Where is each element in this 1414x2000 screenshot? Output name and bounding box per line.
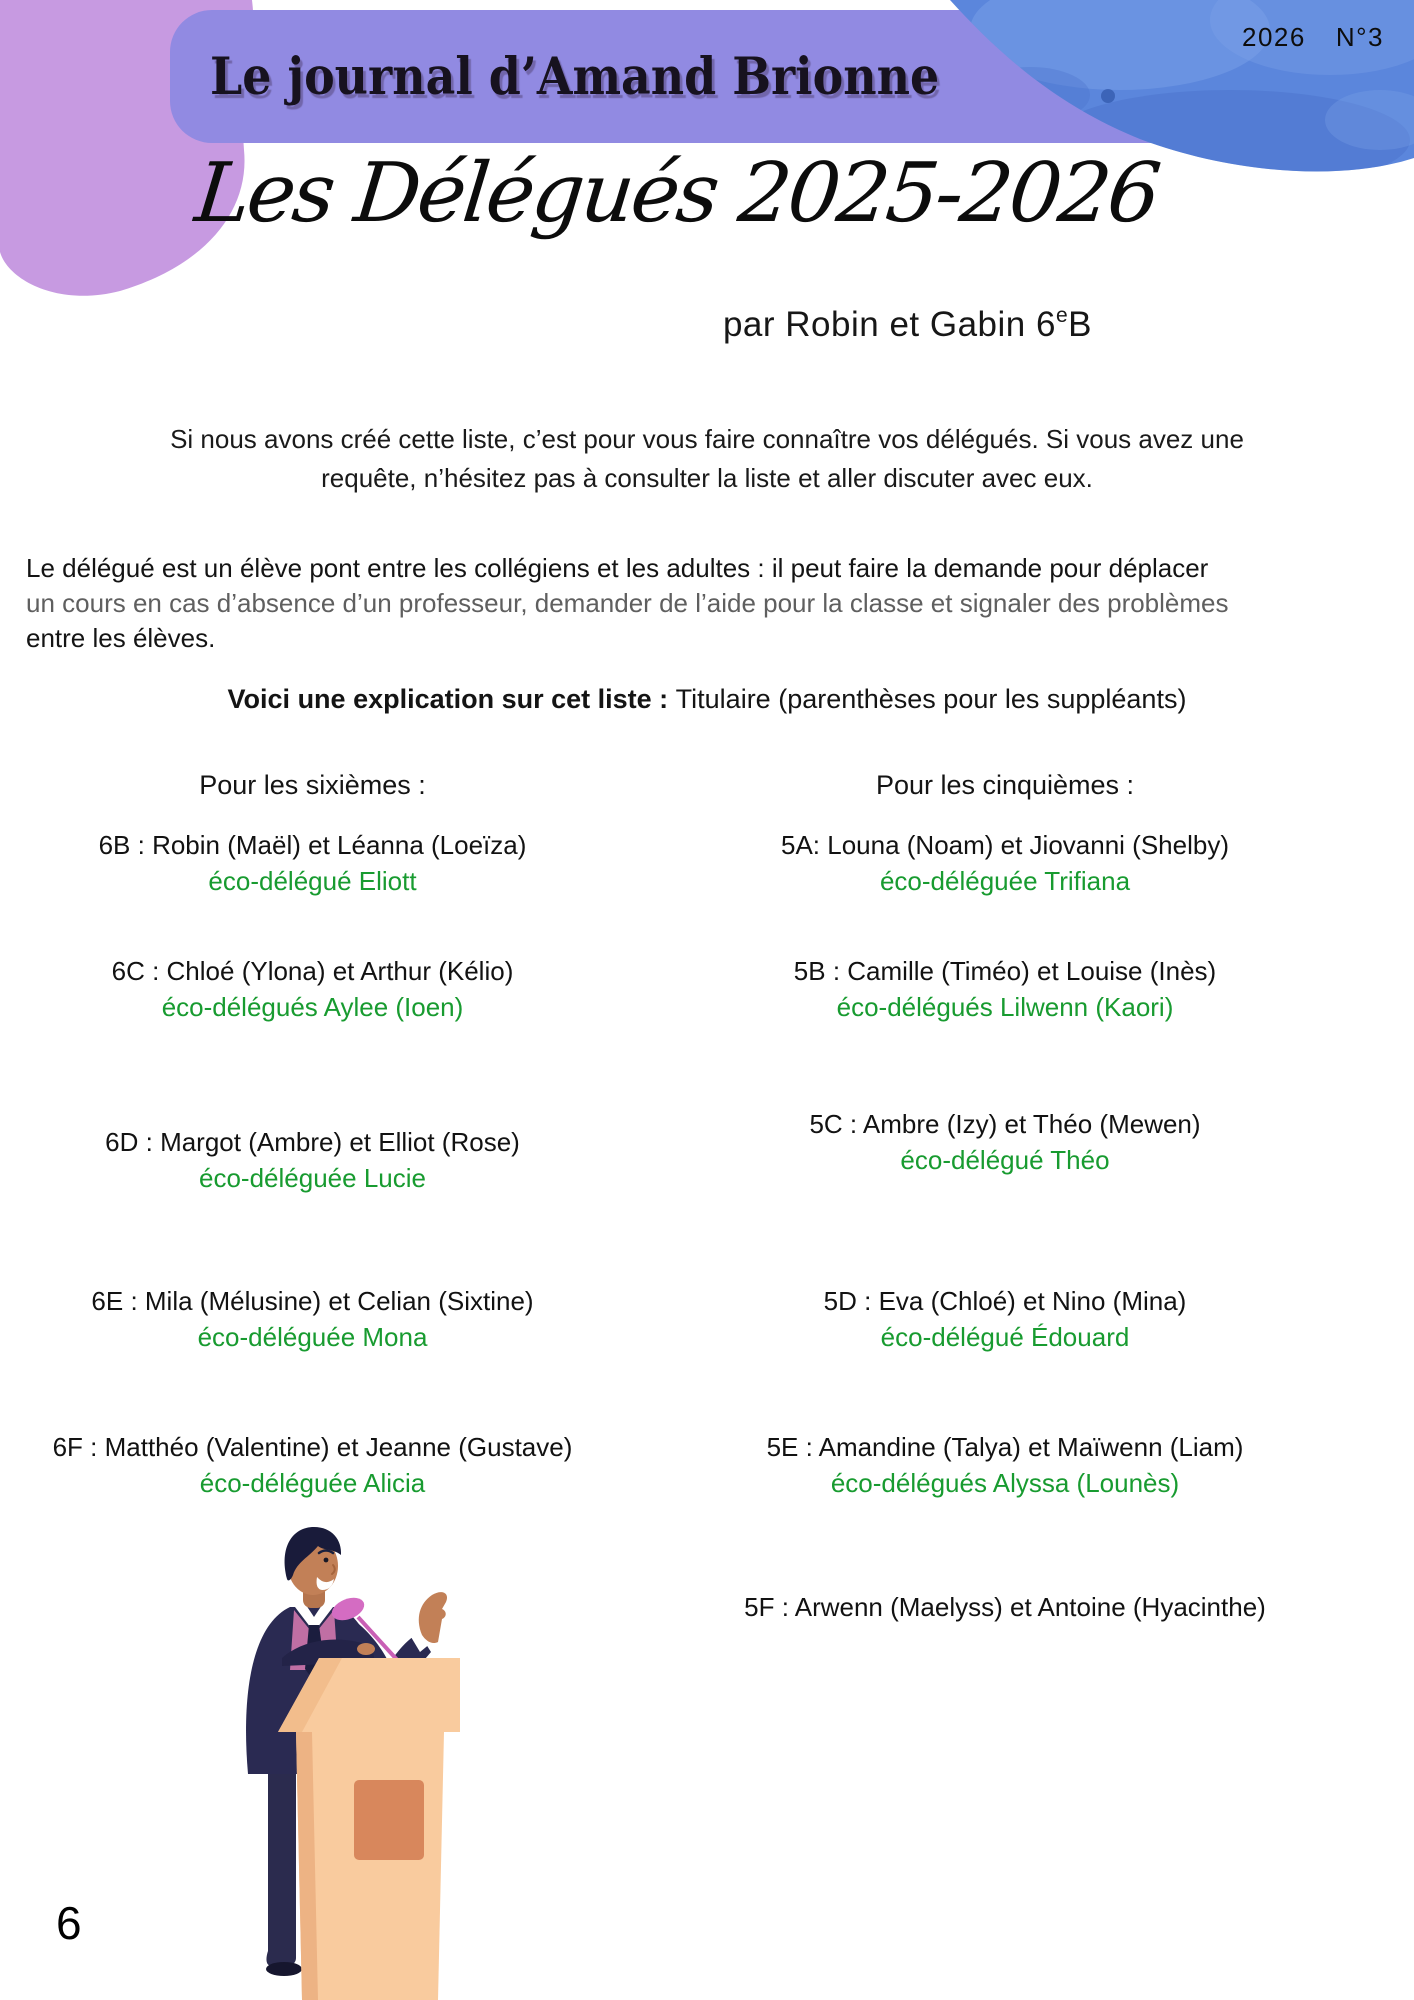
issue-badge bbox=[1242, 22, 1384, 53]
speaker-at-podium-illustration bbox=[192, 1522, 472, 2000]
delegate-entry-6d: 6D : Margot (Ambre) et Elliot (Rose) éco-déléguée Lucie bbox=[105, 1127, 520, 1193]
delegate-entry-5d: 5D : Eva (Chloé) et Nino (Mina) éco-délégué Édouard bbox=[823, 1286, 1187, 1352]
issue-year: 2026 bbox=[1242, 22, 1306, 52]
byline: par Robin et Gabin 6eB bbox=[722, 304, 1092, 344]
delegate-entry-6b: 6B : Robin (Maël) et Léanna (Loeïza) éco-délégué Eliott bbox=[98, 830, 527, 896]
delegate-entry-5e: 5E : Amandine (Talya) et Maïwenn (Liam) éco-délégués Alyssa (Lounès) bbox=[766, 1432, 1244, 1498]
page-title: Les Délégués 2025-2026 bbox=[191, 146, 1163, 241]
delegate-entry-5f: 5F : Arwenn (Maelyss) et Antoine (Hyacinthe) bbox=[744, 1592, 1266, 1622]
delegate-entry-6c: 6C : Chloé (Ylona) et Arthur (Kélio) éco-délégués Aylee (Ioen) bbox=[111, 956, 514, 1022]
delegate-entry-5a: 5A: Louna (Noam) et Jiovanni (Shelby) éco-déléguée Trifiana bbox=[780, 830, 1229, 896]
role-paragraph: Le délégué est un élève pont entre les collégiens et les adultes : il peut faire la demande pour déplacer un cours en cas d’absence d’un professeur, demander de l’aide pour la classe et signaler des problèmes entre les élèves. bbox=[26, 553, 1229, 653]
legend-line: Voici une explication sur cet liste : Titulaire (parenthèses pour les suppléants) bbox=[227, 684, 1187, 714]
page-number: 6 bbox=[56, 1897, 82, 1949]
delegate-entry-6e: 6E : Mila (Mélusine) et Celian (Sixtine) éco-déléguée Mona bbox=[91, 1286, 534, 1352]
issue-number: N°3 bbox=[1335, 22, 1384, 52]
delegate-entry-5b: 5B : Camille (Timéo) et Louise (Inès) éco-délégués Lilwenn (Kaori) bbox=[793, 956, 1217, 1022]
intro-paragraph: Si nous avons créé cette liste, c’est pour vous faire connaître vos délégués. Si vous avez une requête, n’hésitez pas à consulter la liste et aller discuter avec eux. bbox=[170, 424, 1244, 493]
journal-title: Le journal d’Amand Brionne bbox=[210, 46, 940, 107]
column-heading-cinquiemes: Pour les cinquièmes : bbox=[875, 770, 1135, 800]
column-heading-sixiemes: Pour les sixièmes : bbox=[199, 770, 426, 800]
delegate-entry-5c: 5C : Ambre (Izy) et Théo (Mewen) éco-délégué Théo bbox=[809, 1109, 1201, 1175]
delegate-entry-6f: 6F : Matthéo (Valentine) et Jeanne (Gustave) éco-déléguée Alicia bbox=[52, 1432, 573, 1498]
